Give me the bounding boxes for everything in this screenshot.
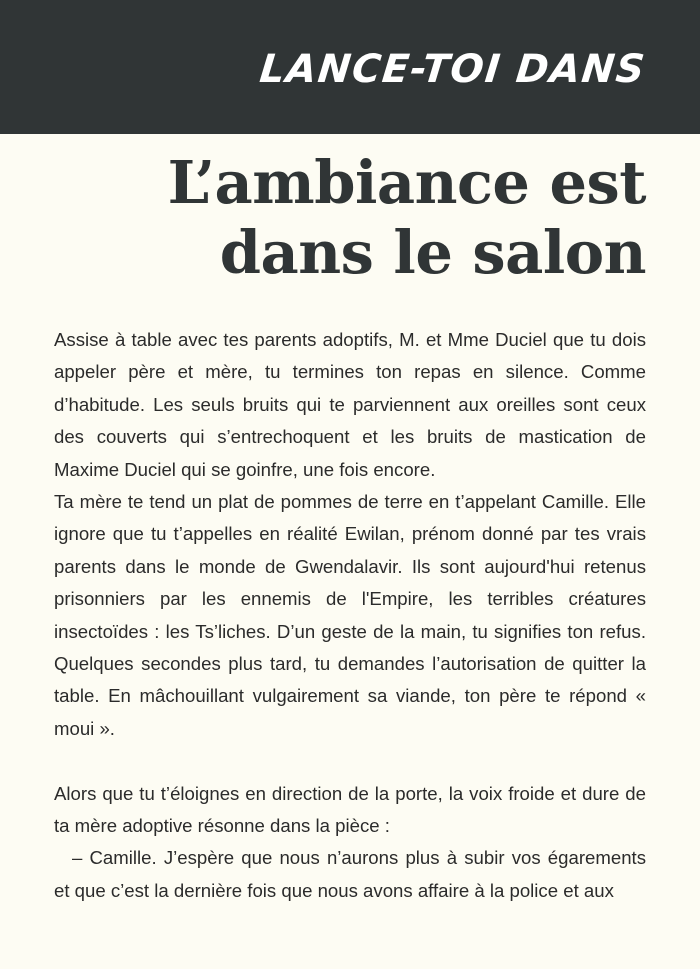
chapter-title-line-2: dans le salon <box>219 218 646 287</box>
chapter-title <box>26 148 646 288</box>
paragraph-1: Assise à table avec tes parents adoptifs, M. et Mme Duciel que tu dois appeler père et mère, tu termines ton repas en silence. Comme d’habitude. Les seuls bruits qui te parviennent aux oreilles sont ceux des couverts qui s’entrechoquent et les bruits de mastication de Maxime Duciel qui se goinfre, une fois encore. <box>54 329 646 480</box>
chapter-title-line-1: L’ambiance est <box>167 148 646 217</box>
paragraph-2: Ta mère te tend un plat de pommes de terre en t’appelant Camille. Elle ignore que tu t’appelles en réalité Ewilan, prénom donné par tes vrais parents dans le monde de Gwendalavir. Ils sont aujourd'hui retenus prisonniers par les ennemis de l'Empire, les terribles créatures insectoïdes : les Ts’liches. D’un geste de la main, tu signifies ton refus. Quelques secondes plus tard, tu demandes l’autorisation de quitter la table. En mâchouillant vulgairement sa viande, ton père te répond « moui ». <box>54 491 646 739</box>
chapter-header-band <box>0 0 700 134</box>
paragraph-3: Alors que tu t’éloignes en direction de la porte, la voix froide et dure de ta mère adoptive résonne dans la pièce : <box>54 782 646 837</box>
body-text <box>54 324 646 907</box>
paragraph-4-dialogue: – Camille. J’espère que nous n’aurons plus à subir vos égarements et que c’est la dernière fois que nous avons affaire à la police et aux <box>54 847 646 901</box>
series-label: LANCE-TOI DANS <box>258 47 649 92</box>
